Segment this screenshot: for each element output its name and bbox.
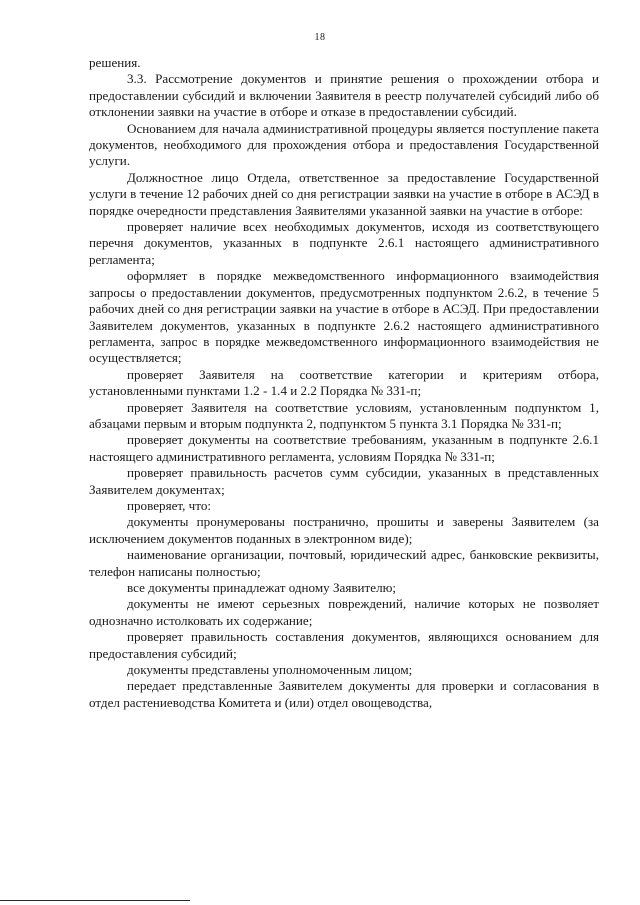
list-item: проверяет наличие всех необходимых документов, исходя из соответствующего перечня документов, указанных в подпункте 2.6.1 настоящего административного регламента; — [89, 219, 599, 267]
list-item: документы представлены уполномоченным лицом; — [127, 662, 413, 678]
paragraph-continuation: решения. — [89, 55, 141, 70]
list-item: передает представленные Заявителем документы для проверки и согласования в отдел растениеводства Комитета и (или) отдел овощеводства, — [89, 678, 599, 710]
paragraph-basis: Основанием для начала административной процедуры является поступление пакета документов, необходимого для прохождения отбора и предоставления Государственной услуги. — [89, 120, 599, 169]
list-item: проверяет правильность составления документов, являющихся основанием для предоставления субсидий; — [89, 629, 599, 661]
page-number: 18 — [314, 32, 326, 43]
list-item: документы не имеют серьезных повреждений, наличие которых не позволяет однозначно истолковать их содержание; — [89, 596, 599, 628]
list-item: проверяет правильность расчетов сумм субсидии, указанных в представленных Заявителем документах; — [89, 465, 599, 497]
list-item: наименование организации, почтовый, юридический адрес, банковские реквизиты, телефон написаны полностью; — [89, 547, 599, 579]
document-body — [89, 55, 599, 711]
paragraph-section-3-3: 3.3. Рассмотрение документов и принятие решения о прохождении отбора и предоставлении субсидий и включении Заявителя в реестр получателей субсидий либо об отклонении заявки на участие в отборе и отказе в предоставлении субсидий. — [89, 71, 599, 120]
list-item: оформляет в порядке межведомственного информационного взаимодействия запросы о предоставлении документов, предусмотренных подпунктом 2.6.2, в течение 5 рабочих дней со дня регистрации заявки на участие в отборе в АСЭД. При предоставлении Заявителем документов, указанных в подпункте 2.6.2 настоящего административного регламента, запрос в порядке межведомственного информационного взаимодействия не осуществляется; — [89, 268, 599, 366]
footer-rule — [0, 900, 190, 901]
paragraph-official: Должностное лицо Отдела, ответственное за предоставление Государственной услуги в течение 12 рабочих дней со дня регистрации заявки на участие в отборе в АСЭД в порядке очередности представления Заявителями указанной заявки на участие в отборе: — [89, 169, 599, 218]
list-item: документы пронумерованы постранично, прошиты и заверены Заявителем (за исключением документов поданных в электронном виде); — [89, 514, 599, 546]
list-item: все документы принадлежат одному Заявителю; — [127, 580, 397, 595]
list-item: проверяет Заявителя на соответствие категории и критериям отбора, установленными пунктами 1.2 - 1.4 и 2.2 Порядка № 331-п; — [89, 366, 599, 399]
list-item: проверяет документы на соответствие требованиям, указанным в подпункте 2.6.1 настоящего административного регламента, условиям Порядка № 331-п; — [89, 432, 599, 464]
list-item: проверяет Заявителя на соответствие условиям, установленным подпунктом 1, абзацами первым и вторым подпункта 2, подпунктом 5 пункта 3.1 Порядка № 331-п; — [89, 399, 599, 431]
list-item: проверяет, что: — [127, 497, 212, 513]
